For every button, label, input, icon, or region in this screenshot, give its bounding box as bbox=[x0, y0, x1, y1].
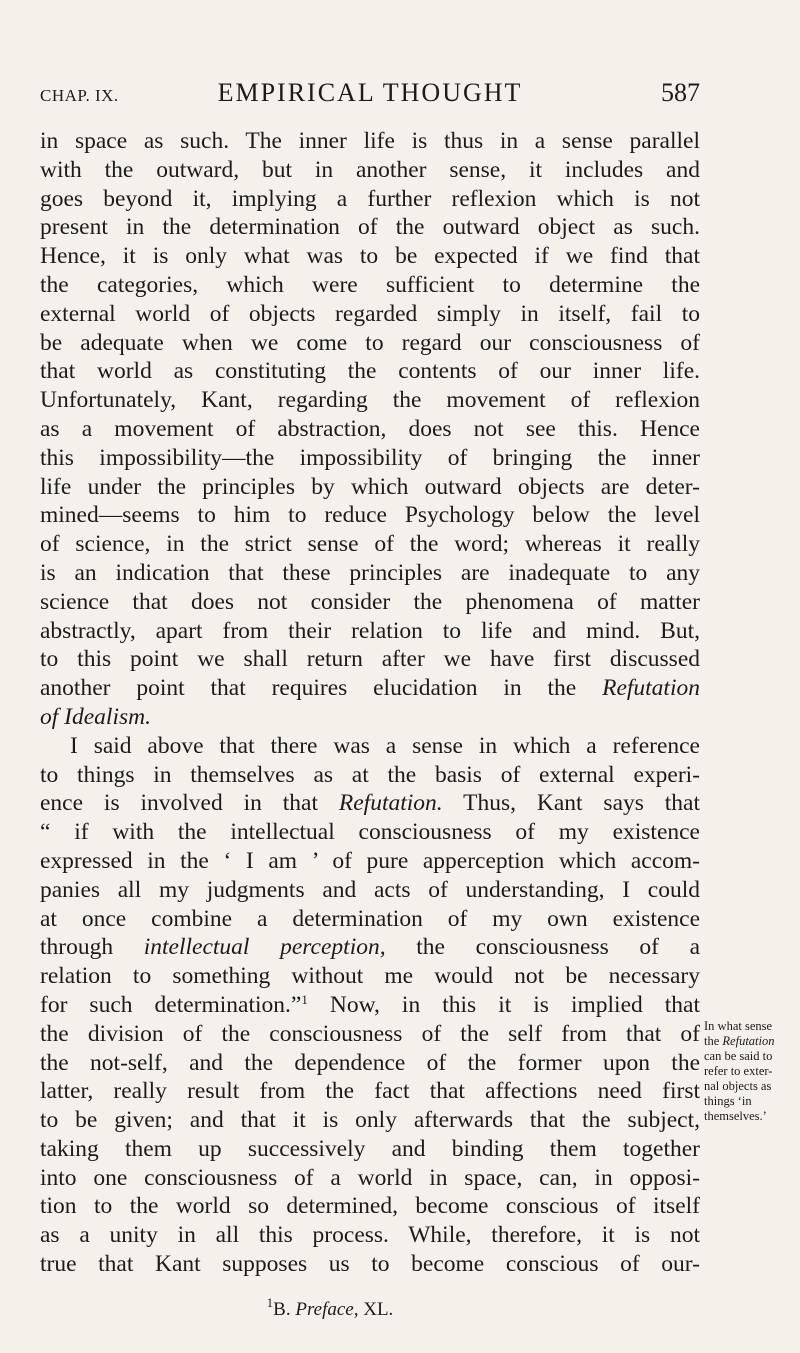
text-line: as a movement of abstraction, does not see this. Hence bbox=[40, 415, 700, 442]
text-segment: the consciousness of a bbox=[416, 934, 701, 961]
text-segment: through bbox=[40, 934, 114, 961]
text-segment: ence is involved in that bbox=[40, 790, 318, 817]
text-line: goes beyond it, implying a further reflexion which is not bbox=[40, 185, 700, 212]
margin-note-line: themselves.’ bbox=[704, 1109, 767, 1123]
text-line: true that Kant supposes us to become conscious of our- bbox=[40, 1251, 700, 1278]
text-line: present in the determination of the outward object as such. bbox=[40, 214, 700, 241]
footnote-section: XL. bbox=[363, 1299, 394, 1320]
margin-note-line: things ‘in bbox=[704, 1094, 752, 1108]
text-segment: for such determination.” bbox=[40, 991, 302, 1018]
footnote-marker: 1 bbox=[266, 1295, 274, 1310]
text-line: to things in themselves as at the basis of external experi- bbox=[40, 761, 700, 788]
footnote bbox=[0, 1295, 660, 1321]
text-line: latter, really result from the fact that affections need first bbox=[40, 1078, 700, 1105]
text-line: “ if with the intellectual consciousness of my existence bbox=[40, 819, 700, 846]
text-line: the division of the consciousness of the self from that of bbox=[40, 1020, 700, 1047]
text-line: science that does not consider the phenomena of matter bbox=[40, 588, 700, 615]
text-line bbox=[40, 703, 700, 732]
text-line: the not-self, and the dependence of the former upon the bbox=[40, 1049, 700, 1076]
text-segment: Now, in this it is implied that bbox=[329, 991, 701, 1018]
margin-note-word: the bbox=[704, 1034, 720, 1048]
margin-note-title: Refutation bbox=[722, 1034, 775, 1048]
text-line: as a unity in all this process. While, therefore, it is not bbox=[40, 1222, 700, 1249]
margin-note bbox=[704, 1019, 800, 1124]
margin-note-line: refer to exter- bbox=[704, 1064, 773, 1078]
text-line: external world of objects regarded simply in itself, fail to bbox=[40, 300, 700, 327]
text-line: in space as such. The inner life is thus in a sense parallel bbox=[40, 128, 700, 154]
margin-note-line: In what sense bbox=[704, 1019, 773, 1033]
footnote-work: Preface, bbox=[295, 1299, 359, 1320]
body-text bbox=[40, 127, 700, 1279]
text-line: this impossibility—the impossibility of bringing the inner bbox=[40, 444, 700, 471]
text-line: be adequate when we come to regard our consciousness of bbox=[40, 329, 700, 356]
text-line: to this point we shall return after we have first discussed bbox=[40, 646, 700, 673]
page-header bbox=[40, 78, 700, 114]
italic-title: Refutation bbox=[602, 675, 700, 702]
text-line bbox=[40, 933, 700, 962]
page-number: 587 bbox=[661, 78, 700, 107]
text-line: is an indication that these principles are inadequate to any bbox=[40, 559, 700, 586]
margin-note-line: nal objects as bbox=[704, 1079, 772, 1093]
italic-title: Refutation. bbox=[338, 790, 443, 817]
italic-phrase: intellectual perception, bbox=[143, 934, 386, 961]
text-segment: Thus, Kant says that bbox=[463, 790, 701, 817]
italic-title: of Idealism. bbox=[40, 703, 151, 730]
text-line: life under the principles by which outward objects are deter- bbox=[40, 473, 700, 500]
text-line: to be given; and that it is only afterwards that the subject, bbox=[40, 1107, 700, 1134]
text-line: with the outward, but in another sense, it includes and bbox=[40, 156, 700, 183]
footnote-reference: 1 bbox=[301, 991, 308, 1007]
text-line: Unfortunately, Kant, regarding the movement of reflexion bbox=[40, 387, 700, 414]
text-line: expressed in the ‘ I am ’ of pure apperception which accom- bbox=[40, 847, 700, 874]
text-line: the categories, which were sufficient to determine the bbox=[40, 271, 700, 298]
text-line: taking them up successively and binding them together bbox=[40, 1135, 700, 1162]
text-line: tion to the world so determined, become conscious of itself bbox=[40, 1193, 700, 1220]
text-line: panies all my judgments and acts of understanding, I could bbox=[40, 876, 700, 903]
text-line: that world as constituting the contents of our inner life. bbox=[40, 358, 700, 385]
text-line: Hence, it is only what was to be expected if we find that bbox=[40, 243, 700, 270]
text-segment: another point that requires elucidation in the bbox=[40, 675, 577, 702]
chapter-label: CHAP. IX. bbox=[40, 86, 119, 105]
text-line: abstractly, apart from their relation to life and mind. But, bbox=[40, 617, 700, 644]
footnote-author: B. bbox=[273, 1299, 291, 1320]
text-line bbox=[40, 789, 700, 818]
text-line: into one consciousness of a world in space, can, in opposi- bbox=[40, 1164, 700, 1191]
text-line bbox=[40, 674, 700, 703]
running-title: EMPIRICAL THOUGHT bbox=[217, 78, 523, 107]
text-line: mined—seems to him to reduce Psychology below the level bbox=[40, 502, 700, 529]
text-line: at once combine a determination of my own existence bbox=[40, 905, 700, 932]
text-line bbox=[40, 991, 700, 1020]
paragraph-start-line: I said above that there was a sense in which a reference bbox=[70, 732, 700, 759]
margin-note-line bbox=[704, 1034, 800, 1049]
text-line: relation to something without me would not be necessary bbox=[40, 963, 700, 990]
text-line: of science, in the strict sense of the word; whereas it really bbox=[40, 531, 700, 558]
margin-note-line: can be said to bbox=[704, 1049, 773, 1063]
